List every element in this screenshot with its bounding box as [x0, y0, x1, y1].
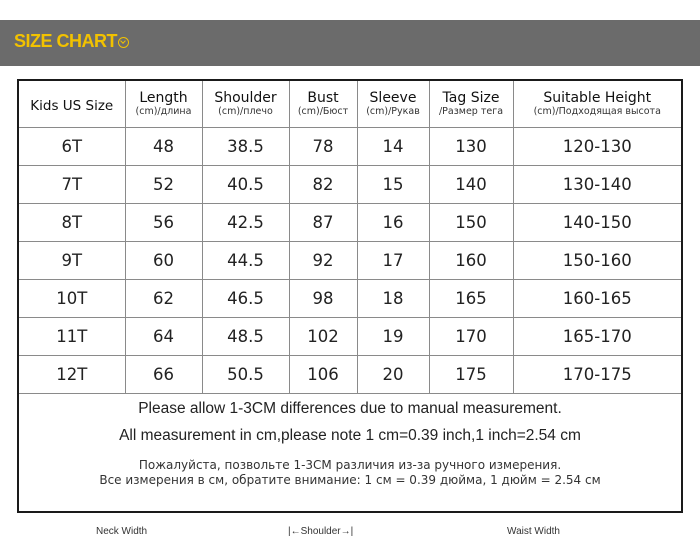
table-cell: 9T: [19, 242, 125, 280]
table-cell: 82: [289, 166, 357, 204]
shoulder-measure-label: [288, 526, 353, 537]
table-cell: 44.5: [202, 242, 289, 280]
table-cell: 20: [357, 356, 429, 394]
note-english-allowance: Please allow 1-3CM differences due to manual measurement.: [138, 400, 562, 417]
table-cell: 170-175: [513, 356, 681, 394]
table-cell: 42.5: [202, 204, 289, 242]
table-cell: 62: [125, 280, 202, 318]
arrow-left-icon: |←: [288, 526, 301, 537]
note-russian-allowance: Пожалуйста, позвольте 1-3CM различия из-за ручного измерения.: [138, 458, 562, 472]
table-cell: 175: [429, 356, 513, 394]
table-cell: 56: [125, 204, 202, 242]
table-cell: 150: [429, 204, 513, 242]
table-cell: 165-170: [513, 318, 681, 356]
table-cell: 17: [357, 242, 429, 280]
size-table: [19, 81, 681, 394]
table-cell: 170: [429, 318, 513, 356]
note-russian-units: Все измерения в см, обратите внимание: 1 см = 0.39 дюйма, 1 дюйм = 2.54 см: [99, 473, 601, 487]
table-cell: 48: [125, 128, 202, 166]
table-cell: 40.5: [202, 166, 289, 204]
table-cell: 18: [357, 280, 429, 318]
table-row: [19, 204, 681, 242]
table-row: [19, 166, 681, 204]
table-row: [19, 128, 681, 166]
table-cell: 130: [429, 128, 513, 166]
table-cell: 6T: [19, 128, 125, 166]
note-english-units: All measurement in cm,please note 1 cm=0.39 inch,1 inch=2.54 cm: [119, 427, 581, 444]
arrow-right-icon: →|: [340, 526, 354, 537]
table-cell: 140: [429, 166, 513, 204]
table-cell: 102: [289, 318, 357, 356]
table-cell: 98: [289, 280, 357, 318]
table-cell: 150-160: [513, 242, 681, 280]
table-cell: 160-165: [513, 280, 681, 318]
column-header-bust: Bust (cm)/Бюст: [289, 81, 357, 128]
table-cell: 48.5: [202, 318, 289, 356]
table-cell: 50.5: [202, 356, 289, 394]
size-chart-header: [0, 20, 700, 66]
table-cell: 10T: [19, 280, 125, 318]
table-cell: 52: [125, 166, 202, 204]
size-chart-title: SIZE CHART: [14, 31, 117, 51]
table-header-row: [19, 81, 681, 128]
table-cell: 46.5: [202, 280, 289, 318]
table-cell: 7T: [19, 166, 125, 204]
table-cell: 160: [429, 242, 513, 280]
table-cell: 87: [289, 204, 357, 242]
column-header-tag-size: Tag Size /Размер тега: [429, 81, 513, 128]
table-cell: 66: [125, 356, 202, 394]
table-cell: 16: [357, 204, 429, 242]
table-cell: 14: [357, 128, 429, 166]
column-header-shoulder: Shoulder (cm)/плечо: [202, 81, 289, 128]
table-cell: 15: [357, 166, 429, 204]
shoulder-label-text: Shoulder: [300, 526, 341, 537]
measurement-notes: [19, 386, 681, 511]
table-cell: 12T: [19, 356, 125, 394]
table-cell: 38.5: [202, 128, 289, 166]
neck-width-label: Neck Width: [96, 526, 148, 537]
table-row: [19, 280, 681, 318]
column-header-suitable-height: Suitable Height (cm)/Подходящая высота: [513, 81, 681, 128]
table-cell: 120-130: [513, 128, 681, 166]
table-cell: 11T: [19, 318, 125, 356]
table-cell: 19: [357, 318, 429, 356]
chevron-down-icon: [118, 37, 129, 48]
table-cell: 165: [429, 280, 513, 318]
column-header-sleeve: Sleeve (cm)/Рукав: [357, 81, 429, 128]
table-cell: 106: [289, 356, 357, 394]
size-chart-sheet: [17, 79, 683, 513]
table-cell: 8T: [19, 204, 125, 242]
table-row: [19, 242, 681, 280]
column-header-kids-us-size: Kids US Size: [19, 81, 125, 128]
table-cell: 130-140: [513, 166, 681, 204]
table-cell: 140-150: [513, 204, 681, 242]
table-cell: 78: [289, 128, 357, 166]
table-cell: 92: [289, 242, 357, 280]
waist-width-label: Waist Width: [507, 526, 560, 537]
column-header-length: Length (cm)/длина: [125, 81, 202, 128]
table-cell: 64: [125, 318, 202, 356]
table-row: [19, 318, 681, 356]
table-cell: 60: [125, 242, 202, 280]
